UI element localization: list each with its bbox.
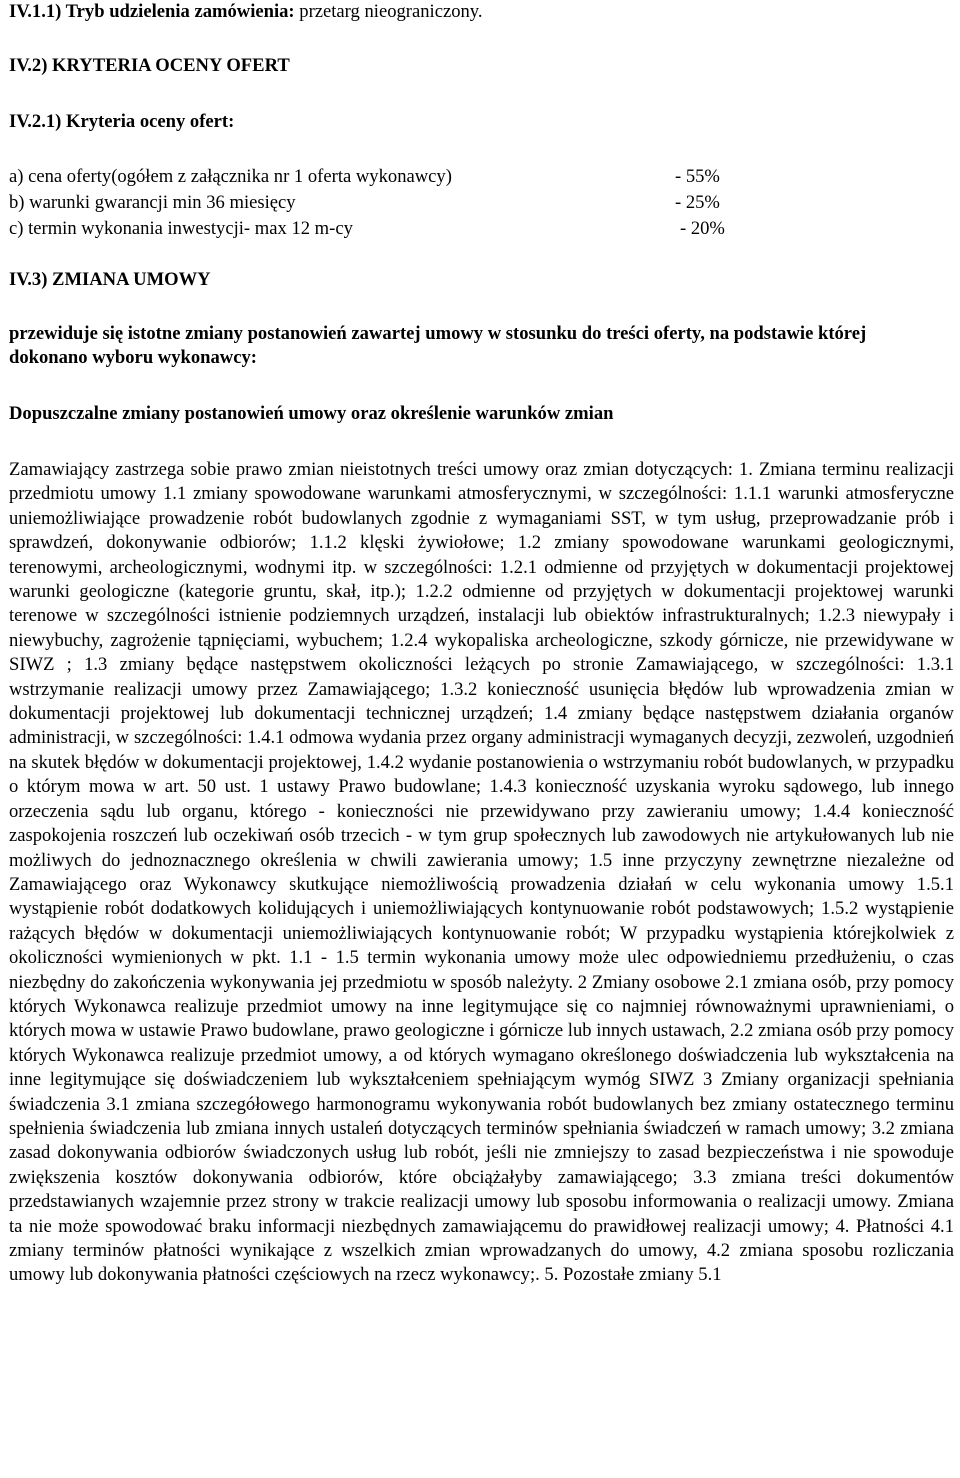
criterion-label: b) warunki gwarancji min 36 miesięcy — [9, 192, 296, 213]
criterion-label: a) cena oferty(ogółem z załącznika nr 1 oferta wykonawcy) — [9, 166, 452, 187]
criterion-label: c) termin wykonania inwestycji- max 12 m-cy — [9, 218, 353, 239]
change-body: Zamawiający zastrzega sobie prawo zmian nieistotnych treści umowy oraz zmian dotyczących: 1. Zmiana terminu realizacji przedmiotu umowy 1.1 zmiany spowodowane warunkami atmosferycznymi, w szczególności: 1.1.1 warunki atmosferyczne uniemożliwiające prowadzenie robót budowlanych zgodnie z wymaganiami SST, w tym usług, przeprowadzanie prób i sprawdzeń, dokonywanie odbiorów; 1.1.2 klęski żywiołowe; 1.2 zmiany spowodowane warunkami geologicznymi, terenowymi, archeologicznymi, wodnymi itp. w szczególności: 1.2.1 odmienne od przyjętych w dokumentacji projektowej warunki geologiczne (kategorie gruntu, skał, itp.); 1.2.2 odmienne od przyjętych w dokumentacji projektowej warunki terenowe w szczególności istnienie podziemnych urządzeń, instalacji lub obiektów infrastrukturalnych; 1.2.3 niewypały i niewybuchy, zagrożenie tąpnięciami, wybuchem; 1.2.4 wykopaliska archeologiczne, szkody górnicze, nie przewidywane w SIWZ ; 1.3 zmiany będące następstwem okoliczności leżących po stronie Zamawiającego, w szczególności: 1.3.1 wstrzymanie realizacji umowy przez Zamawiającego; 1.3.2 konieczność usunięcia błędów lub wprowadzenia zmian w dokumentacji projektowej lub dokumentacji technicznej urządzeń; 1.4 zmiany będące następstwem działania organów administracji, w szczególności: 1.4.1 odmowa wydania przez organy administracji wymaganych decyzji, zezwoleń, uzgodnień na skutek błędów w dokumentacji projektowej, 1.4.2 wydanie postanowienia o wstrzymaniu robót budowlanych, w przypadku o którym mowa w art. 50 ust. 1 ustawy Prawo budowlane; 1.4.3 konieczność uzyskania wyroku sądowego, lub innego orzeczenia sądu lub organu, którego - konieczności nie przewidywano przy zawieraniu umowy; 1.4.4 konieczność zaspokojenia roszczeń lub oczekiwań osób trzecich - w tym grup społecznych lub zawodowych nie artykułowanych lub nie możliwych do jednoznacznego określenia w chwili zawierania umowy; 1.5 inne przyczyny zewnętrzne niezależne od Zamawiającego oraz Wykonawcy skutkujące niemożliwością prowadzenia działań w celu wykonania umowy 1.5.1 wystąpienie robót dodatkowych kolidujących i uniemożliwiających kontynuowanie robót podstawowych; 1.5.2 wystąpienie rażących błędów w dokumentacji uniemożliwiających kontynuowanie robót; W przypadku wystąpienia którejkolwiek z okoliczności wymienionych w pkt. 1.1 - 1.5 termin wykonania umowy może ulec odpowiedniemu przedłużeniu, o czas niezbędny do zakończenia wykonywania jej przedmiotu w sposób należyty. 2 Zmiany osobowe 2.1 zmiana osób, przy pomocy których Wykonawca realizuje przedmiot umowy na inne legitymujące się co najmniej równoważnymi uprawnieniami, o których mowa w ustawie Prawo budowlane, prawo geologiczne i górnicze lub innych ustawach, 2.2 zmiana osób przy pomocy których Wykonawca realizuje przedmiot umowy, a od których wymagano określonego doświadczenia lub wykształcenia na inne legitymujące się doświadczeniem lub wykształceniem spełniającym wymóg SIWZ 3 Zmiany organizacji spełniania świadczenia 3.1 zmiana szczegółowego harmonogramu wykonywania robót budowlanych bez zmiany ostatecznego terminu spełnienia świadczenia lub zmiana innych ustaleń dotyczących terminów spełniania świadczeń w ramach umowy; 3.2 zmiana zasad dokonywania odbiorów świadczonych usług lub robót, jeśli nie zmniejszy to zasad bezpieczeństwa i nie spowoduje zwiększenia kosztów dokonywania odbiorów, które obciążałyby zamawiającego; 3.3 zmiana treści dokumentów przedstawianych wzajemnie przez strony w trakcie realizacji umowy lub sposobu informowania o realizacji umowy. Zmiana ta nie może spowodować braku informacji niezbędnych zamawiającemu do prawidłowej realizacji umowy; 4. Płatności 4.1 zmiany terminów płatności wynikające z wszelkich zmian wprowadzanych do umowy, 4.2 zmiana sposobu rozliczania umowy lub dokonywania płatności częściowych na rzecz wykonawcy;. 5. Pozostałe zmiany 5.1 — [9, 459, 954, 1286]
mode-heading: IV.1.1) Tryb udzielenia zamówienia: — [9, 1, 295, 22]
change-subheading: Dopuszczalne zmiany postanowień umowy oraz określenie warunków zmian — [9, 403, 614, 424]
criteria-heading: IV.2) KRYTERIA OCENY OFERT — [9, 55, 290, 76]
change-heading: IV.3) ZMIANA UMOWY — [9, 269, 211, 290]
mode-line — [9, 0, 483, 24]
criteria-subheading: IV.2.1) Kryteria oceny ofert: — [9, 111, 235, 132]
criterion-weight: - 25% — [675, 192, 720, 213]
criterion-weight: - 55% — [675, 166, 720, 187]
change-intro: przewiduje się istotne zmiany postanowień zawartej umowy w stosunku do treści oferty, na podstawie której dokonano wyboru wykonawcy: — [9, 323, 867, 368]
criterion-weight: - 20% — [680, 218, 725, 239]
mode-value: przetarg nieograniczony. — [294, 1, 483, 22]
